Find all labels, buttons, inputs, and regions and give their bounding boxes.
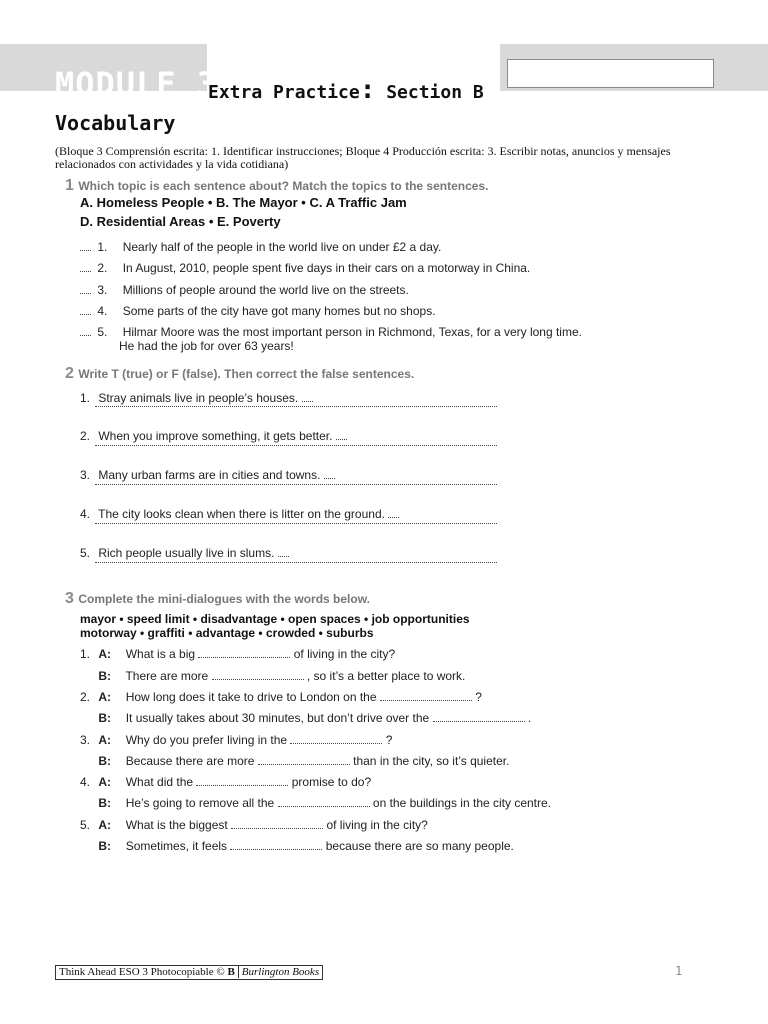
- correction-line[interactable]: [95, 562, 497, 563]
- item-text: Millions of people around the world live on the streets.: [122, 283, 409, 297]
- line-text-before: It usually takes about 30 minutes, but don’t drive over the: [125, 711, 430, 725]
- answer-gap[interactable]: [80, 304, 91, 315]
- list-item: [80, 468, 335, 482]
- word-bank-line-1: mayor • speed limit • disadvantage • open spaces • job opportunities: [80, 612, 470, 626]
- answer-blank[interactable]: [212, 670, 304, 680]
- speaker-label: A:: [98, 818, 112, 832]
- answer-blank[interactable]: [380, 691, 472, 701]
- answer-blank[interactable]: [258, 755, 350, 765]
- exercise-instruction: Complete the mini-dialogues with the words below.: [78, 592, 370, 606]
- speaker-label: A:: [98, 647, 112, 661]
- answer-gap[interactable]: [80, 325, 91, 336]
- answer-blank[interactable]: [196, 776, 288, 786]
- correction-line[interactable]: [95, 445, 497, 446]
- dialogue-number: 1.: [80, 647, 91, 661]
- list-item: [80, 325, 582, 339]
- answer-blank[interactable]: [231, 819, 323, 829]
- answer-gap[interactable]: [80, 240, 91, 251]
- correction-line[interactable]: [95, 484, 497, 485]
- answer-gap[interactable]: [80, 283, 91, 294]
- list-item: [80, 240, 441, 254]
- line-text-before: What is a big: [125, 647, 196, 661]
- list-item: [80, 429, 347, 443]
- module-label: MODULE 3: [55, 65, 218, 103]
- item-text: Hilmar Moore was the most important person in Richmond, Texas, for a very long time.: [122, 325, 582, 339]
- exercise-3-header: [65, 590, 370, 608]
- item-text: Nearly half of the people in the world live on under £2 a day.: [122, 240, 442, 254]
- line-text-after: , so it’s a better place to work.: [306, 669, 466, 683]
- line-text-after: promise to do?: [291, 775, 372, 789]
- item-text: Rich people usually live in slums.: [98, 546, 275, 560]
- item-text: Some parts of the city have got many homes but no shops.: [122, 304, 436, 318]
- student-name-box[interactable]: [507, 59, 714, 88]
- dialogue-line: [80, 711, 531, 725]
- line-text-after: of living in the city?: [326, 818, 428, 832]
- line-text-after: because there are so many people.: [325, 839, 514, 853]
- speaker-label: A:: [98, 775, 112, 789]
- line-text-before: What is the biggest: [125, 818, 228, 832]
- footer-copyright: [55, 965, 323, 980]
- dialogue-line: [80, 669, 465, 683]
- item-number: 5.: [97, 325, 108, 339]
- speaker-label: A:: [98, 690, 112, 704]
- answer-blank[interactable]: [198, 648, 290, 658]
- line-text-before: He’s going to remove all the: [125, 796, 275, 810]
- line-text-after: on the buildings in the city centre.: [372, 796, 552, 810]
- speaker-label: A:: [98, 733, 112, 747]
- item-number: 3.: [97, 283, 108, 297]
- title-part2: Section B: [375, 82, 484, 103]
- line-text-after: of living in the city?: [293, 647, 396, 661]
- list-item: [80, 304, 436, 318]
- item-text: When you improve something, it gets better.: [98, 429, 333, 443]
- dialogue-number: 5.: [80, 818, 91, 832]
- answer-blank[interactable]: [278, 797, 370, 807]
- title-colon: :: [359, 75, 376, 105]
- topics-line-2: D. Residential Areas • E. Poverty: [80, 214, 281, 229]
- line-text-after: ?: [385, 733, 393, 747]
- publisher-name: Burlington Books: [241, 966, 320, 978]
- list-item: [80, 391, 313, 405]
- exercise-number: 3: [65, 590, 74, 607]
- item-text: In August, 2010, people spent five days in their cars on a motorway in China.: [122, 261, 531, 275]
- line-text-after: .: [527, 711, 532, 725]
- curriculum-note: (Bloque 3 Comprensión escrita: 1. Identificar instrucciones; Bloque 4 Producción escrita: 3. Escribir notas, anuncios y mensajes relacionados con actividades y la vida cotidiana): [55, 144, 671, 171]
- line-text-after: than in the city, so it’s quieter.: [353, 754, 510, 768]
- line-text-before: Why do you prefer living in the: [125, 733, 288, 747]
- tf-gap[interactable]: [388, 508, 399, 518]
- dialogue-line: [80, 690, 482, 704]
- footer-text: Think Ahead ESO 3 Photocopiable ©: [59, 966, 225, 978]
- word-bank-line-2: motorway • graffiti • advantage • crowded • suburbs: [80, 626, 374, 640]
- dialogue-line: [80, 754, 509, 768]
- item-text: The city looks clean when there is litter on the ground.: [98, 507, 385, 521]
- tf-gap[interactable]: [302, 392, 313, 402]
- section-title: Vocabulary: [55, 111, 176, 135]
- tf-gap[interactable]: [278, 547, 289, 557]
- exercise-1-header: [65, 177, 488, 195]
- title-part1: Extra Practice: [208, 82, 360, 103]
- line-text-before: Sometimes, it feels: [125, 839, 228, 853]
- dialogue-number: 2.: [80, 690, 91, 704]
- dialogue-line: [80, 796, 551, 810]
- exercise-2-header: [65, 365, 414, 383]
- speaker-label: B:: [98, 839, 112, 853]
- item-number: 3.: [80, 468, 91, 482]
- item-number: 1.: [97, 240, 108, 254]
- line-text-before: What did the: [125, 775, 194, 789]
- item-number: 1.: [80, 391, 91, 405]
- list-item: [80, 261, 530, 275]
- item-number: 2.: [80, 429, 91, 443]
- dialogue-line: [80, 818, 428, 832]
- dialogue-line: [80, 733, 392, 747]
- item-number: 5.: [80, 546, 91, 560]
- dialogue-number: 4.: [80, 775, 91, 789]
- exercise-instruction: Which topic is each sentence about? Match the topics to the sentences.: [78, 179, 489, 193]
- dialogue-number: 3.: [80, 733, 91, 747]
- page-number: 1: [675, 964, 683, 978]
- speaker-label: B:: [98, 711, 112, 725]
- correction-line[interactable]: [95, 406, 497, 407]
- list-item: [80, 283, 409, 297]
- exercise-number: 1: [65, 177, 74, 194]
- correction-line[interactable]: [95, 523, 497, 524]
- answer-blank[interactable]: [290, 734, 382, 744]
- dialogue-line: [80, 775, 371, 789]
- dialogue-line: [80, 839, 514, 853]
- tf-gap[interactable]: [324, 469, 335, 479]
- list-item: [80, 507, 399, 521]
- item-text: Stray animals live in people’s houses.: [98, 391, 299, 405]
- publisher-logo-icon: B: [227, 966, 235, 978]
- item-number: 2.: [97, 261, 108, 275]
- line-text-after: ?: [475, 690, 482, 704]
- topics-line-1: A. Homeless People • B. The Mayor • C. A Traffic Jam: [80, 195, 407, 210]
- item-number: 4.: [80, 507, 91, 521]
- dialogue-line: [80, 647, 395, 661]
- list-item: [80, 546, 289, 560]
- exercise-instruction: Write T (true) or F (false). Then correct the false sentences.: [78, 367, 415, 381]
- answer-blank[interactable]: [433, 712, 525, 722]
- speaker-label: B:: [98, 669, 112, 683]
- item-number: 4.: [97, 304, 108, 318]
- exercise-number: 2: [65, 365, 74, 382]
- page-title: [208, 76, 484, 107]
- item-text-continued: He had the job for over 63 years!: [119, 339, 294, 353]
- line-text-before: There are more: [125, 669, 209, 683]
- line-text-before: Because there are more: [125, 754, 255, 768]
- answer-gap[interactable]: [80, 261, 91, 272]
- footer-divider: [238, 966, 239, 978]
- speaker-label: B:: [98, 796, 112, 810]
- speaker-label: B:: [98, 754, 112, 768]
- answer-blank[interactable]: [230, 840, 322, 850]
- line-text-before: How long does it take to drive to London on the: [125, 690, 377, 704]
- tf-gap[interactable]: [336, 430, 347, 440]
- item-text: Many urban farms are in cities and towns.: [98, 468, 321, 482]
